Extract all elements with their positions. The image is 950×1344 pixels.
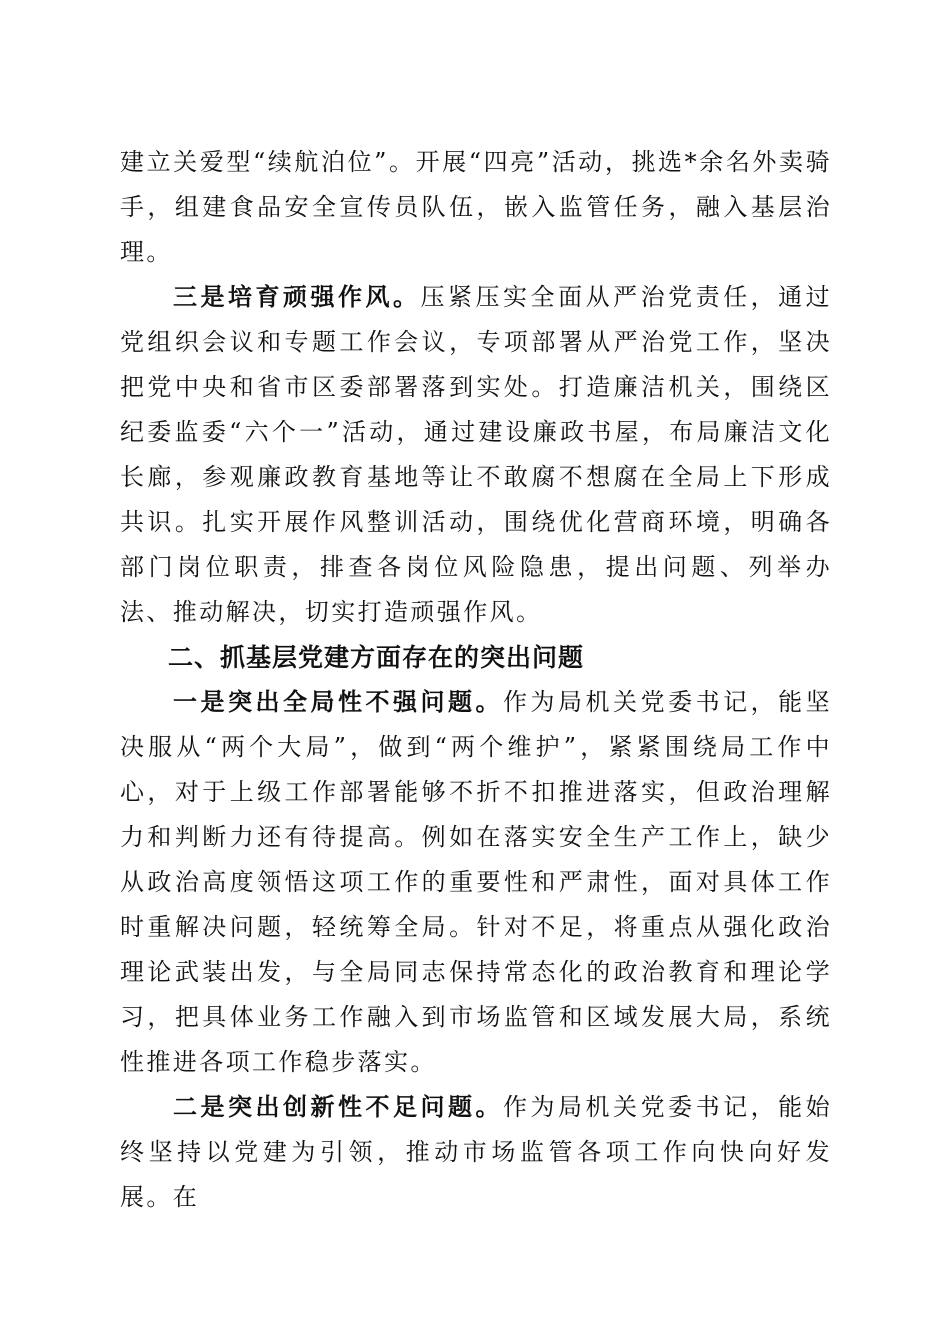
- paragraph-text: 作为局机关党委书记，能始终坚持以党建为引领，推动市场监管各项工作向快向好发展。在: [120, 1093, 832, 1211]
- paragraph-lead: 三是培育顽强作风。: [173, 283, 421, 311]
- section-heading: 二、抓基层党建方面存在的突出问题: [168, 643, 585, 672]
- paragraph-text: 建立关爱型“续航泊位”。开展“四亮”活动，挑选*余名外卖骑手，组建食品安全宣传员队伍，嵌入监管任务，融入基层治理。: [120, 148, 832, 266]
- paragraph-lead: 一是突出全局性不强问题。: [173, 688, 504, 716]
- paragraph-overall-issue: [120, 680, 832, 1085]
- document-body: [120, 140, 832, 1220]
- paragraph-innovation-issue: [120, 1085, 832, 1220]
- paragraph-text: 压紧压实全面从严治党责任，通过党组织会议和专题工作会议，专项部署从严治党工作，坚决把党中央和省市区委部署落到实处。打造廉洁机关，围绕区纪委监委“六个一”活动，通过建设廉政书屋，布局廉洁文化长廊，参观廉政教育基地等让不敢腐不想腐在全局上下形成共识。扎实开展作风整训活动，围绕优化营商环境，明确各部门岗位职责，排查各岗位风险隐患，提出问题、列举办法、推动解决，切实打造顽强作风。: [120, 283, 833, 626]
- paragraph-cultivate-style: [120, 275, 832, 635]
- paragraph-continuation: [120, 140, 832, 275]
- paragraph-text: 作为局机关党委书记，能坚决服从“两个大局”，做到“两个维护”，紧紧围绕局工作中心，对于上级工作部署能够不折不扣推进落实，但政治理解力和判断力还有待提高。例如在落实安全生产工作上，缺少从政治高度领悟这项工作的重要性和严肃性，面对具体工作时重解决问题，轻统筹全局。针对不足，将重点从强化政治理论武装出发，与全局同志保持常态化的政治教育和理论学习，把具体业务工作融入到市场监管和区域发展大局，系统性推进各项工作稳步落实。: [120, 688, 832, 1076]
- paragraph-lead: 二是突出创新性不足问题。: [173, 1093, 504, 1121]
